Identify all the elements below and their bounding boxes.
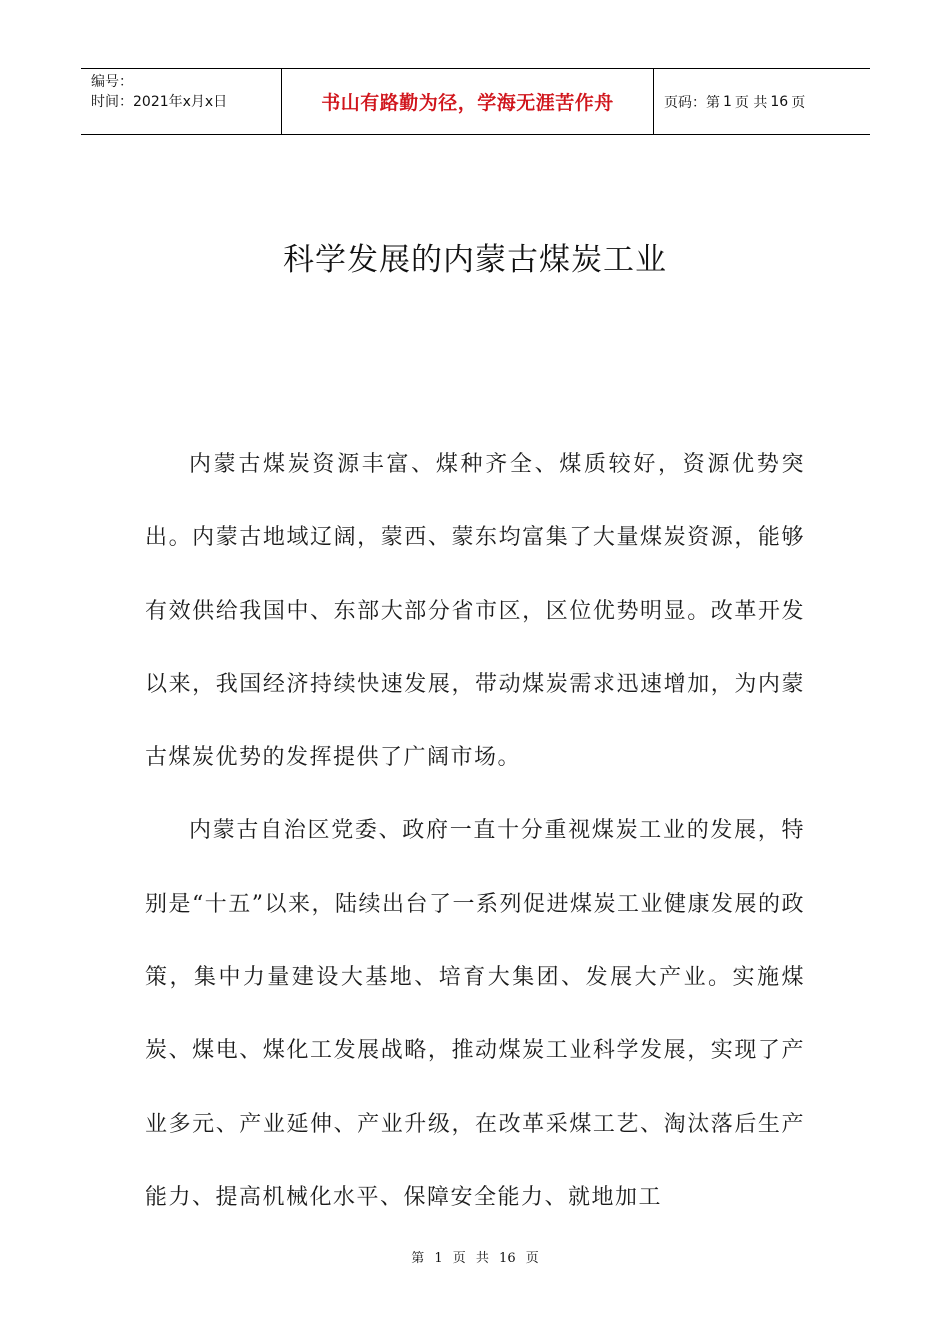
page-suffix: 页 — [791, 94, 806, 111]
paragraph: 内蒙古自治区党委、政府一直十分重视煤炭工业的发展，特别是“十五”以来，陆续出台了一系列促进煤炭工业健康发展的政策，集中力量建设大基地、培育大集团、发展大产业。实施煤炭、煤电、煤化工发展战略，推动煤炭工业科学发展，实现了产业多元、产业延伸、产业升级，在改革采煤工艺、淘汰落后生产能力、提高机械化水平、保障安全能力、就地加工 — [145, 818, 805, 1210]
page-current: 1 — [723, 93, 732, 110]
document-title: 科学发展的内蒙古煤炭工业 — [283, 242, 667, 278]
document-header — [81, 68, 870, 135]
document-body — [145, 428, 805, 1234]
page-total: 16 — [770, 93, 789, 110]
page-footer: 第 1 页 共 16 页 — [411, 1251, 539, 1266]
header-motto: 书山有路勤为径，学海无涯苦作舟 — [281, 69, 654, 134]
paragraph: 内蒙古煤炭资源丰富、煤种齐全、煤质较好，资源优势突出。内蒙古地域辽阔，蒙西、蒙东均富集了大量煤炭资源，能够有效供给我国中、东部大部分省市区，区位优势明显。改革开发以来，我国经济持续快速发展，带动煤炭需求迅速增加，为内蒙古煤炭优势的发挥提供了广阔市场。 — [145, 452, 805, 771]
header-page-info — [654, 69, 870, 134]
time-label: 时间：2021年x月x日 — [91, 94, 228, 110]
page-prefix: 页码：第 — [664, 94, 720, 111]
page-middle: 页 共 — [734, 94, 768, 111]
header-meta — [81, 69, 281, 134]
number-label: 编号： — [91, 74, 133, 90]
